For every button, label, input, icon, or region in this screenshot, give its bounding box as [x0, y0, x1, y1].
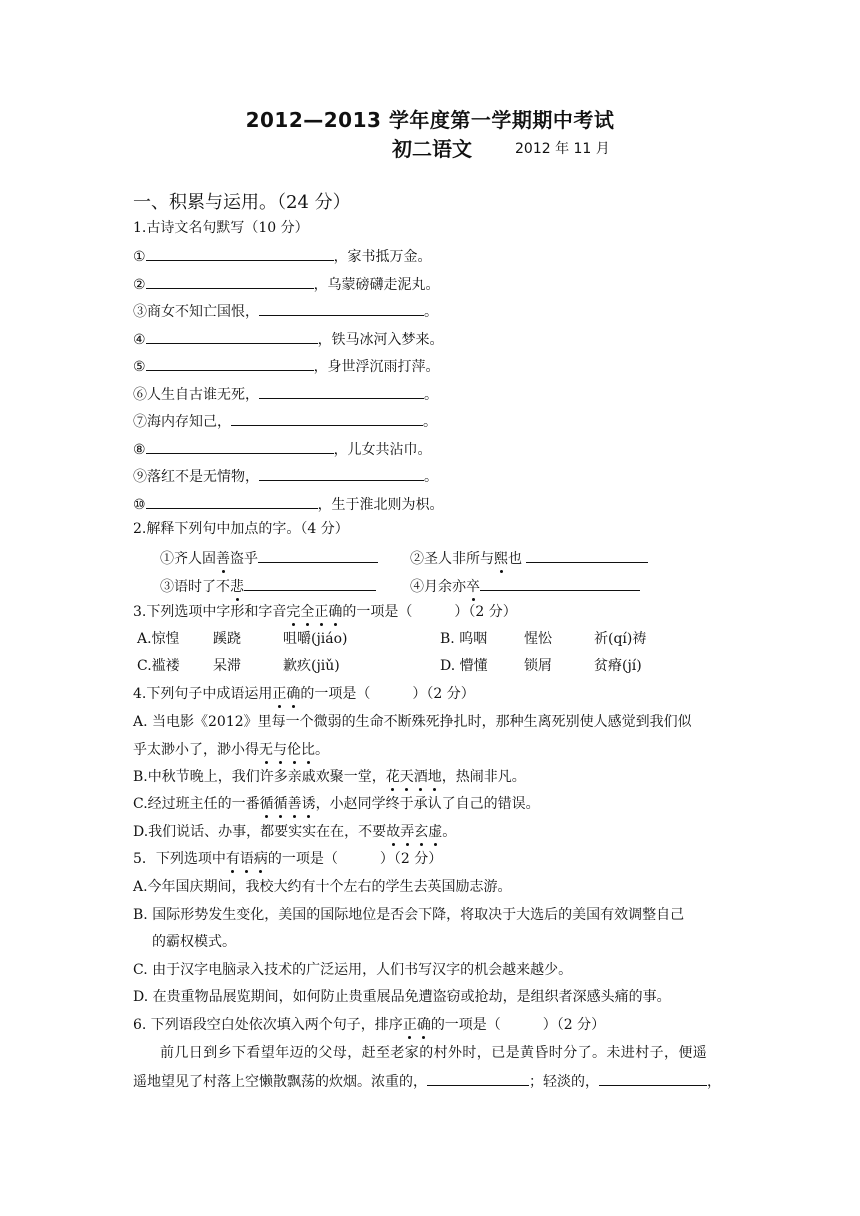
q2-item-1-pre: ①齐人固 — [160, 551, 216, 567]
q5-option-a: A.今年国庆期间，我校大约有十个左右的学生去英国励志游。 — [133, 879, 512, 895]
q4-option-b — [133, 767, 526, 787]
q1-item-after: 。 — [424, 387, 438, 403]
q1-item-number: ⑨ — [133, 469, 147, 485]
q3-option-d-word-2: 锁屑 — [524, 658, 552, 674]
exam-title: 2012—2013 学年度第一学期期中考试 — [245, 108, 615, 132]
dotted-char: 循 — [259, 796, 274, 812]
answer-blank[interactable] — [231, 410, 423, 426]
q5-dot: 有 — [225, 851, 240, 867]
q2-item-4 — [410, 575, 640, 597]
q6-stem-pre: 6. 下列语段空白处依次填入两个句子，排序 — [133, 1017, 403, 1033]
q1-item-before: 落红不是无情物， — [147, 469, 259, 485]
q3-stem-post: 的一项是（ ）（2 分） — [342, 604, 517, 620]
q1-item — [133, 355, 440, 377]
q1-item — [133, 328, 444, 350]
q1-item-after: 。 — [424, 469, 438, 485]
q4-stem-post: 的一项是（ ）（2 分） — [300, 686, 475, 702]
q3-option-d-word-3: 贫瘠(jí) — [594, 658, 642, 674]
q4-c-dotted — [260, 796, 316, 812]
q3-dot: 确 — [328, 604, 343, 620]
q5-stem — [133, 849, 442, 869]
q3-option-a-word-2: 蹊跷 — [213, 631, 241, 647]
q1-item-number: ① — [133, 249, 146, 265]
answer-blank[interactable] — [599, 1070, 707, 1086]
q4-option-d — [133, 822, 456, 842]
q4-b-pre: B.中秋节晚上，我们许多亲戚欢聚一堂， — [133, 769, 386, 785]
q4-b-dotted — [386, 769, 442, 785]
q1-item-number: ⑧ — [133, 442, 146, 458]
q3-option-b-word-3: 祈(qí)祷 — [594, 631, 647, 647]
q3-option-c-word-2: 呆滞 — [213, 658, 241, 674]
answer-blank[interactable] — [258, 547, 378, 563]
q1-item-before: 海内存知己， — [147, 414, 231, 430]
q1-item-after: ，铁马冰河入梦来。 — [317, 332, 444, 348]
dotted-char: 诱 — [301, 796, 316, 812]
answer-blank[interactable] — [259, 383, 424, 399]
q5-dot: 病 — [253, 851, 268, 867]
answer-blank[interactable] — [146, 438, 334, 454]
q2-item-2 — [410, 547, 648, 569]
answer-blank[interactable] — [146, 355, 314, 371]
q4-d-post: 。 — [442, 824, 457, 840]
q3-option-c-word-3: 歉疚(jiǔ) — [283, 658, 340, 674]
q1-item — [133, 410, 437, 432]
q1-item-before: 商女不知亡国恨， — [147, 304, 259, 320]
q3-dot: 全 — [300, 604, 315, 620]
q5-stem-post: 的一项是（ ）（2 分） — [267, 851, 443, 867]
answer-blank[interactable] — [526, 547, 648, 563]
q1-item-number: ⑥ — [133, 387, 147, 403]
q1-item — [133, 273, 440, 295]
q3-option-c-word-1: C.褴褛 — [137, 658, 180, 674]
dotted-char: 无 — [259, 742, 273, 758]
answer-blank[interactable] — [259, 465, 424, 481]
q6-passage-text: ；轻淡的， — [529, 1074, 599, 1090]
q2-item-2-dot: 熙 — [494, 551, 508, 567]
dotted-char: 循 — [273, 796, 288, 812]
q4-option-a-line-1: A. 当电影《2012》里每一个微弱的生命不断殊死挣扎时，那种生离死别使人感觉到我们似 — [133, 714, 692, 730]
q4-c-post: ，小赵同学终于承认了自己的错误。 — [315, 796, 540, 812]
q3-stem — [133, 602, 517, 622]
q2-item-2-pre: ②圣人非所与 — [410, 551, 494, 567]
dotted-char: 善 — [287, 796, 302, 812]
dotted-char: 伦 — [287, 742, 301, 758]
dotted-char: 玄 — [414, 824, 429, 840]
q4-option-a-line-2 — [133, 740, 329, 760]
q4-dot: 确 — [286, 686, 301, 702]
q4-d-pre: D.我们说话、办事，都要实实在在，不要 — [133, 824, 387, 840]
q5-option-d: D. 在贵重物品展览期间，如何防止贵重展品免遭盗窃或抢劫，是组织者深感头痛的事。 — [133, 989, 671, 1005]
dotted-char: 酒 — [413, 769, 428, 785]
q4-a-pre: 乎太渺小了，渺小得 — [133, 742, 259, 758]
q1-item — [133, 493, 444, 515]
q5-option-b-line-1: B. 国际形势发生变化，美国的国际地位是否会下降，将取决于大选后的美国有效调整自己 — [133, 907, 685, 923]
q2-item-4-pre: ④月余亦 — [410, 579, 466, 595]
answer-blank[interactable] — [259, 300, 424, 316]
q1-item — [133, 465, 438, 487]
q4-c-pre: C.经过班主任的一番 — [133, 796, 260, 812]
q1-item-number: ④ — [133, 332, 146, 348]
q6-stem-post: 的一项是（ ）（2 分） — [430, 1017, 606, 1033]
q1-item-after: 。 — [423, 414, 437, 430]
q1-item-number: ③ — [133, 304, 147, 320]
answer-blank[interactable] — [480, 575, 640, 591]
answer-blank[interactable] — [146, 328, 318, 344]
q3-option-a-word-3: 咀嚼(jiáo) — [283, 631, 348, 647]
q1-item-number: ⑤ — [133, 359, 146, 375]
section-title: 一、积累与运用。（24 分） — [133, 192, 351, 213]
answer-blank[interactable] — [146, 245, 334, 261]
q1-item-number: ② — [133, 277, 146, 293]
exam-date: 2012 年 11 月 — [515, 141, 610, 157]
dotted-char: 故 — [386, 824, 401, 840]
q1-stem: 1.古诗文名句默写（10 分） — [133, 220, 309, 236]
q2-item-3-dot: 悲 — [230, 579, 244, 595]
dotted-char: 与 — [273, 742, 287, 758]
q2-item-3-pre: ③语时了不 — [160, 579, 230, 595]
q4-stem — [133, 684, 475, 704]
dotted-char: 花 — [385, 769, 400, 785]
q1-item — [133, 438, 432, 460]
dotted-char: 天 — [399, 769, 414, 785]
q6-passage-line-2 — [133, 1070, 721, 1092]
q1-item-after: ，家书抵万金。 — [333, 249, 432, 265]
q3-dot: 正 — [314, 604, 329, 620]
q6-dot: 确 — [416, 1017, 431, 1033]
q5-option-c: C. 由于汉字电脑录入技术的广泛运用，人们书写汉字的机会越来越少。 — [133, 962, 573, 978]
answer-blank[interactable] — [427, 1070, 529, 1086]
q4-a-dotted — [259, 742, 315, 758]
q1-item-after: ，身世浮沉雨打萍。 — [313, 359, 440, 375]
q2-item-1-post: 盗乎 — [230, 551, 258, 567]
q3-option-b-word-1: B. 呜咽 — [440, 631, 488, 647]
q6-passage-text: 遥地望见了村落上空懒散飘荡的炊烟。浓重的， — [133, 1074, 427, 1090]
q1-item-after: 。 — [424, 304, 438, 320]
q3-dot: 完 — [286, 604, 301, 620]
q2-item-1 — [160, 547, 378, 569]
q2-item-2-post: 也 — [508, 551, 522, 567]
q1-item-after: ，儿女共沾巾。 — [333, 442, 432, 458]
q2-item-1-dot: 善 — [216, 551, 230, 567]
q4-option-c — [133, 794, 540, 814]
answer-blank[interactable] — [244, 575, 376, 591]
q4-b-post: ，热闹非凡。 — [441, 769, 526, 785]
q5-dot: 语 — [239, 851, 254, 867]
q1-item-after: ，乌蒙磅礴走泥丸。 — [313, 277, 440, 293]
q3-stem-pre: 3.下列选项中字形和字音 — [133, 604, 287, 620]
q6-passage-line-1: 前几日到乡下看望年迈的父母，赶至老家的村外时，已是黄昏时分了。未进村子，便遥 — [160, 1045, 708, 1061]
q1-item-after: ，生于淮北则为枳。 — [317, 497, 444, 513]
dotted-char: 虚 — [428, 824, 443, 840]
q4-a-post: 。 — [315, 742, 329, 758]
q6-passage-text: ， — [707, 1074, 721, 1090]
exam-subject: 初二语文 — [392, 137, 472, 161]
q4-d-dotted — [386, 824, 442, 840]
q2-item-4-dot: 卒 — [466, 579, 480, 595]
q1-item — [133, 383, 438, 405]
q6-stem — [133, 1015, 605, 1035]
q1-item — [133, 300, 438, 322]
q3-option-a-word-1: A.惊惶 — [137, 631, 180, 647]
answer-blank[interactable] — [146, 493, 318, 509]
q5-option-b-line-2: 的霸权模式。 — [152, 934, 236, 950]
q1-item-before: 人生自古谁无死， — [147, 387, 259, 403]
q1-item — [133, 245, 432, 267]
answer-blank[interactable] — [146, 273, 314, 289]
q1-item-number: ⑦ — [133, 414, 147, 430]
q4-stem-pre: 4.下列句子中成语运用 — [133, 686, 273, 702]
q3-option-b-word-2: 惺忪 — [524, 631, 552, 647]
q2-stem: 2.解释下列句中加点的字。（4 分） — [133, 521, 349, 537]
dotted-char: 比 — [301, 742, 315, 758]
q1-item-number: ⑩ — [133, 497, 146, 513]
q6-dot: 正 — [402, 1017, 417, 1033]
q2-item-3 — [160, 575, 376, 597]
dotted-char: 地 — [427, 769, 442, 785]
q4-dot: 正 — [272, 686, 287, 702]
q5-stem-pre: 5．下列选项中 — [133, 851, 226, 867]
q3-option-d-word-1: D. 懵懂 — [440, 658, 488, 674]
dotted-char: 弄 — [400, 824, 415, 840]
